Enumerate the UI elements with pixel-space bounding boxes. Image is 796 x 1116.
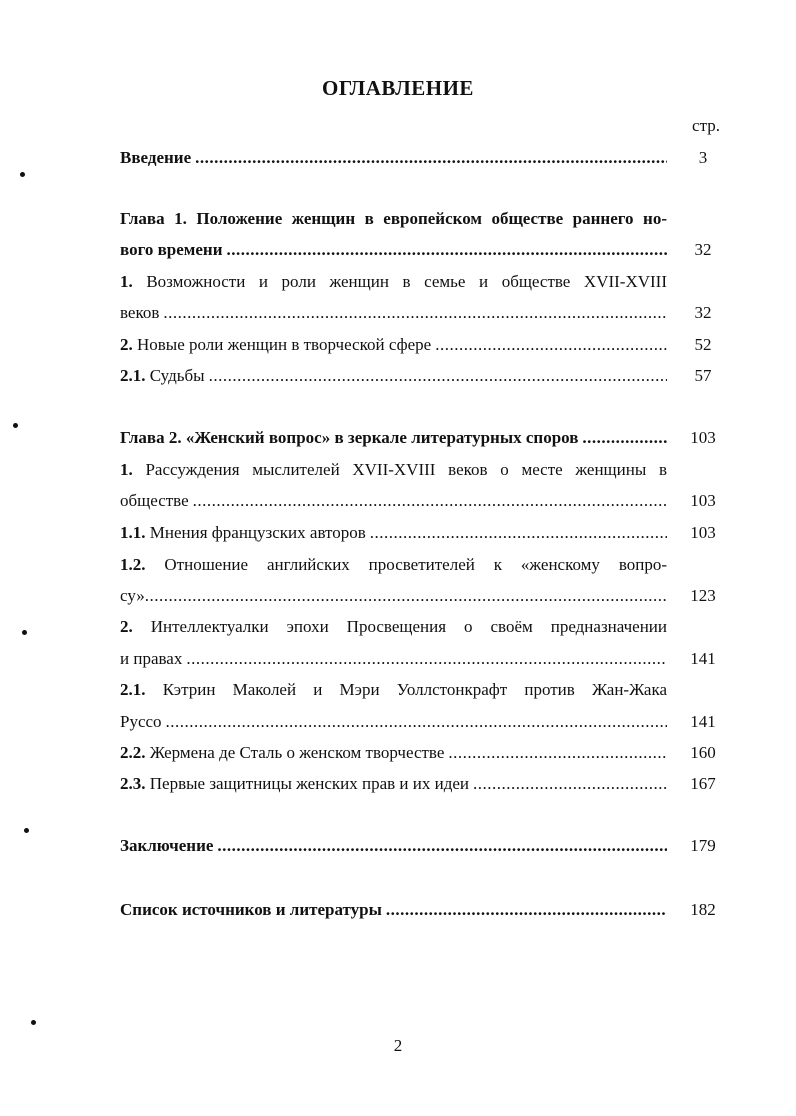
- toc-entry-ch2-section-2-cont[interactable]: [120, 646, 667, 672]
- section-number: 1.: [120, 272, 133, 291]
- section-number: 2.2.: [120, 743, 146, 762]
- toc-entry-ch2-section-1-cont[interactable]: [120, 488, 667, 514]
- toc-entry-page: 103: [690, 523, 716, 542]
- toc-entry-title: вого времени: [120, 240, 223, 259]
- toc-entry-title: Список источников и литературы: [120, 900, 382, 919]
- toc-entry-page: 3: [698, 148, 708, 167]
- toc-entry-title: веков: [120, 303, 160, 322]
- toc-entry-ch2-section-1-2[interactable]: [120, 552, 667, 578]
- leader-dots: [386, 897, 667, 923]
- leader-dots: [448, 740, 667, 766]
- toc-entry-ch1-section-1[interactable]: [120, 269, 667, 295]
- toc-entry-page: 32: [694, 303, 712, 322]
- scan-mark: [24, 828, 29, 833]
- toc-entry-page: 182: [690, 900, 716, 919]
- leader-dots: [195, 145, 667, 171]
- toc-entry-title: Жермена де Сталь о женском творчестве: [149, 743, 445, 762]
- toc-entry-title: Судьбы: [149, 366, 205, 385]
- toc-entry-ch2-section-2-2[interactable]: [120, 740, 667, 766]
- toc-entry-title: Заключение: [120, 836, 214, 855]
- toc-entry-ch1-section-2-1[interactable]: [120, 363, 667, 389]
- toc-entry-title: Новые роли женщин в творческой сфере: [137, 335, 432, 354]
- toc-entry-ch2-section-1-2-cont[interactable]: [120, 583, 667, 609]
- leader-dots: [209, 363, 667, 389]
- section-number: 1.2.: [120, 555, 146, 574]
- leader-dots: [186, 646, 667, 672]
- page-title: ОГЛАВЛЕНИЕ: [322, 76, 474, 100]
- toc-entry-conclusion[interactable]: [120, 833, 667, 859]
- toc-entry-title: су»: [120, 586, 145, 605]
- toc-entry-chapter-2[interactable]: [120, 425, 667, 451]
- toc-entry-title: Глава 2. «Женский вопрос» в зеркале литературных споров: [120, 428, 579, 447]
- toc-entry-sources[interactable]: [120, 897, 667, 923]
- section-number: 2.1.: [120, 680, 146, 699]
- toc-entry-page: 103: [690, 428, 716, 447]
- toc-entry-ch2-section-2-1-cont[interactable]: [120, 709, 667, 735]
- leader-dots: [145, 583, 667, 609]
- toc-entry-ch2-section-1-1[interactable]: [120, 520, 667, 546]
- toc-entry-ch2-section-2[interactable]: [120, 614, 667, 640]
- toc-entry-chapter-1[interactable]: Глава 1. Положение женщин в европейском обществе раннего но-: [120, 209, 667, 228]
- toc-entry-ch2-section-1[interactable]: [120, 457, 667, 483]
- toc-entry-title: Рассуждения мыслителей XVII-XVIII веков о месте женщины в: [145, 460, 667, 479]
- section-number: 2.: [120, 335, 133, 354]
- leader-dots: [166, 709, 667, 735]
- toc-entry-title: Интеллектуалки эпохи Просвещения о своём предназначении: [150, 617, 668, 636]
- toc-entry-page: 57: [694, 366, 712, 385]
- toc-entry-ch2-section-2-3[interactable]: [120, 771, 667, 797]
- page-column-label: стр.: [692, 116, 720, 135]
- scan-mark: [20, 172, 25, 177]
- toc-entry-page: 141: [690, 712, 716, 731]
- toc-entry-ch2-section-2-1[interactable]: [120, 677, 667, 703]
- toc-entry-page: 141: [690, 649, 716, 668]
- leader-dots: [217, 833, 667, 859]
- toc-entry-page: 32: [694, 240, 712, 259]
- toc-entry-ch1-section-1-cont[interactable]: [120, 300, 667, 326]
- toc-entry-page: 103: [690, 491, 716, 510]
- toc-entry-title: Введение: [120, 148, 192, 167]
- toc-entry-ch1-section-2[interactable]: [120, 332, 667, 358]
- toc-entry-title: Кэтрин Маколей и Мэри Уоллстонкрафт против Жан-Жака: [162, 680, 667, 699]
- leader-dots: [193, 488, 667, 514]
- toc-entry-intro[interactable]: [120, 145, 667, 171]
- scan-mark: [31, 1020, 36, 1025]
- toc-entry-title: и правах: [120, 649, 183, 668]
- toc-entry-page: 167: [690, 774, 716, 793]
- toc-entry-chapter-1-cont[interactable]: [120, 237, 667, 263]
- leader-dots: [435, 332, 667, 358]
- toc-entry-page: 52: [694, 335, 712, 354]
- section-number: 1.1.: [120, 523, 146, 542]
- toc-entry-title: Мнения французских авторов: [149, 523, 366, 542]
- scan-mark: [13, 423, 18, 428]
- toc-entry-title: Руссо: [120, 712, 162, 731]
- scan-mark: [22, 630, 27, 635]
- section-number: 2.1.: [120, 366, 146, 385]
- section-number: 2.: [120, 617, 133, 636]
- toc-entry-title: Первые защитницы женских прав и их идеи: [149, 774, 469, 793]
- toc-entry-page: 160: [690, 743, 716, 762]
- toc-entry-page: 123: [690, 586, 716, 605]
- leader-dots: [582, 425, 667, 451]
- leader-dots: [370, 520, 667, 546]
- section-number: 1.: [120, 460, 133, 479]
- toc-entry-title: Отношение английских просветителей к «женскому вопро-: [164, 555, 667, 574]
- page-number: 2: [393, 1036, 403, 1055]
- leader-dots: [473, 771, 667, 797]
- toc-entry-page: 179: [690, 836, 716, 855]
- toc-entry-title: обществе: [120, 491, 189, 510]
- leader-dots: [227, 237, 667, 263]
- toc-entry-title: Возможности и роли женщин в семье и обществе XVII-XVIII: [146, 272, 667, 291]
- section-number: 2.3.: [120, 774, 146, 793]
- leader-dots: [163, 300, 667, 326]
